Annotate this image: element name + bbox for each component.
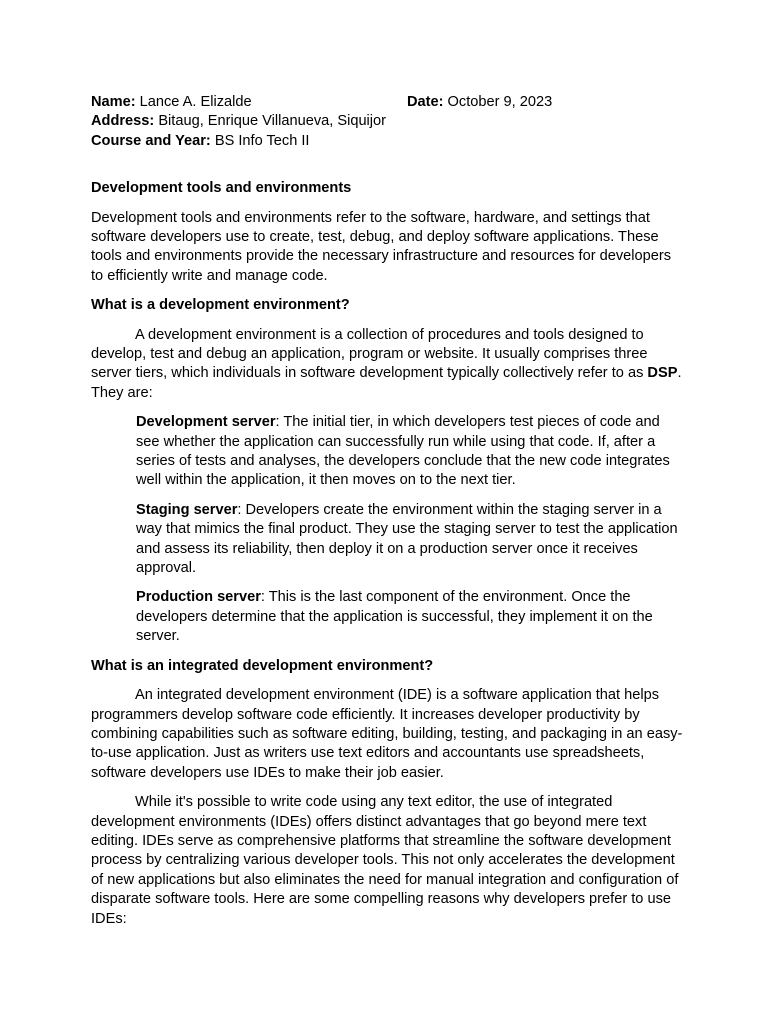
header-address-row	[91, 112, 683, 131]
tier-staging-server	[136, 501, 683, 579]
tier-production-server	[136, 588, 683, 646]
intro-text-before: A development environment is a collection of procedures and tools designed to develop, test and debug an application, program or website. It usually comprises three server tiers, which individuals in software development typically collectively refer to as	[91, 326, 648, 382]
tier-development-server	[136, 413, 683, 491]
date-field	[407, 93, 552, 112]
name-value: Lance A. Elizalde	[135, 94, 252, 110]
course-value: BS Info Tech II	[210, 132, 310, 149]
section-body-dev-tools: Development tools and environments refer to the software, hardware, and settings that software developers use to create, test, debug, and deploy software applications. These tools and environments provide the necessary infrastructure and resources for developers to efficiently write and manage code.	[91, 209, 672, 284]
section-title-dev-environment: What is a development environment?	[91, 297, 350, 314]
intro-text-after: . They are:	[91, 365, 682, 401]
ide-paragraph-2: While it's possible to write code using any text editor, the use of integrated development environments (IDEs) offers distinct advantages that go beyond mere text editing. IDEs serve as comprehensive platforms that streamline the software development process by centralizing various developer tools. This not only accelerates the development of new applications but also eliminates the need for manual integration and configuration of disparate software tools. Here are some compelling reasons why developers prefer to use IDEs:	[91, 794, 679, 927]
header-name-row	[91, 93, 683, 112]
ide-paragraph-1: An integrated development environment (IDE) is a software application that helps programmers develop software code efficiently. It increases developer productivity by combining capabilities such as software editing, building, testing, and packaging in an easy-to-use application. Just as writers use text editors and accountants use spreadsheets, software developers use IDEs to make their job easier.	[91, 687, 683, 781]
section-title-ide: What is an integrated development environment?	[91, 657, 434, 674]
tier-term: Development server	[136, 414, 276, 431]
tier-term: Staging server	[136, 501, 238, 518]
date-value: October 9, 2023	[443, 94, 553, 110]
address-value: Bitaug, Enrique Villanueva, Siquijor	[154, 113, 387, 130]
date-label: Date:	[407, 94, 444, 110]
header-course-row	[91, 132, 683, 151]
dsp-term: DSP	[647, 365, 678, 382]
tier-term: Production server	[136, 589, 261, 606]
name-field	[91, 94, 252, 110]
tier-description: : Developers create the environment within the staging server in a way that mimics the final product. They use the staging server to test the application and assess its reliability, then deploy it on a production server once it receives approval.	[136, 501, 678, 577]
document-content	[91, 93, 683, 929]
name-label: Name:	[91, 94, 136, 110]
dev-environment-intro	[91, 326, 683, 404]
course-label: Course and Year:	[91, 132, 211, 149]
section-title-dev-tools: Development tools and environments	[91, 180, 352, 197]
tier-description: : This is the last component of the environment. Once the developers determine that the application is successful, they implement it on the server.	[136, 589, 653, 645]
address-label: Address:	[91, 113, 155, 130]
tier-description: : The initial tier, in which developers test pieces of code and see whether the application can successfully run while using that code. If, after a series of tests and analyses, the developers conclude that the new code integrates well within the application, it then moves on to the next tier.	[136, 414, 670, 489]
